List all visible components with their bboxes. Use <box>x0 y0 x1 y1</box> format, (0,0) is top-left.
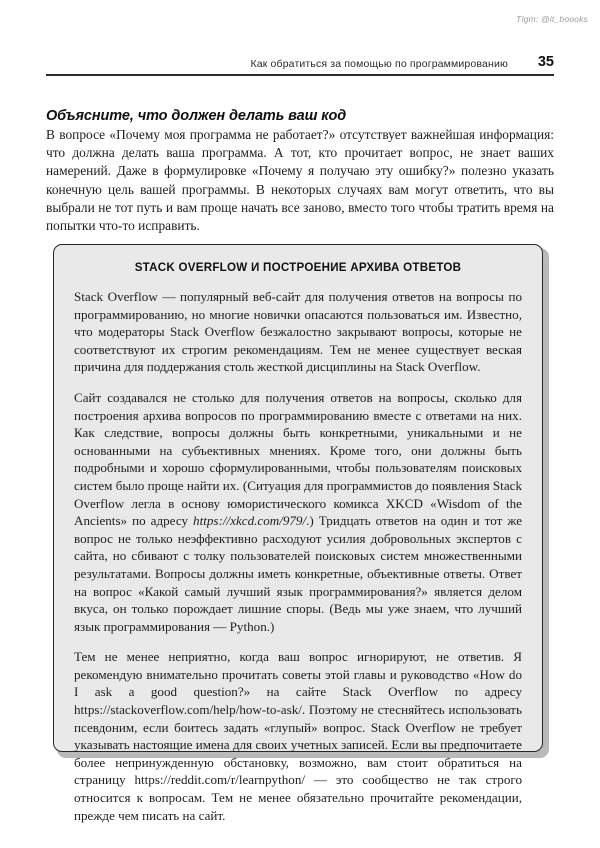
callout-paragraph <box>74 648 522 824</box>
running-header-title: Как обратиться за помощью по программированию <box>250 58 508 70</box>
text-run: .) Тридцать ответов на один и тот же вопрос не только неэффективно расходуют усилия добровольных экспертов с сайта, но сбивают с толку пользователей поисковых систем множественными результатами. Вопросы должны иметь конкретные, объективные ответы. Ответ на вопрос «Какой самый лучший язык программирования?» является делом вкуса, он только порождает лишние споры. (Ведь мы уже знаем, что лучший язык программирования — Python.) <box>74 513 523 634</box>
callout-paragraph <box>74 389 522 635</box>
callout-body-text <box>74 288 522 824</box>
callout-title: STACK OVERFLOW И ПОСТРОЕНИЕ АРХИВА ОТВЕТОВ <box>134 261 462 274</box>
intro-body-text <box>46 126 554 235</box>
section-heading: Объясните, что должен делать ваш код <box>46 108 347 125</box>
watermark-text: Tlgm: @it_boooks <box>516 14 588 24</box>
inline-url: https://xkcd.com/979/ <box>193 513 307 529</box>
page-number: 35 <box>537 54 554 70</box>
callout-paragraph <box>74 288 522 376</box>
running-header <box>46 48 554 70</box>
text-run: Stack Overflow — популярный веб-сайт для получения ответов на вопросы по программированию, но многие новички опасаются пользоваться им. Известно, что модераторы Stack Overflow безжалостно закрывают вопросы, которые не соответствуют их строгим рекомендациям. Тем не менее существует веская причина для поддержания столь жесткой дисциплины на Stack Overflow. <box>74 289 522 375</box>
text-run: Тем не менее неприятно, когда ваш вопрос игнорируют, не ответив. Я рекомендую внимательно прочитать советы этой главы и руководство «How do I ask a good question?» на сайте Stack Overflow по адресу https://stackoverflow.com/help/how-to-ask/. Поэтому не стесняйтесь использовать псевдоним, если боитесь задать «глупый» вопрос. Stack Overflow не требует указывать настоящие имена для своих учетных записей. Если вы предпочитаете более непринужденную обстановку, возможно, вам стоит обратиться на страницу https://reddit.com/r/learnpython/ — это сообщество не так строго относится к вопросам. Тем не менее обязательно прочитайте рекомендации, прежде чем писать на сайт. <box>74 649 522 823</box>
callout-box <box>53 244 543 823</box>
header-divider-rule <box>46 74 554 76</box>
text-run: Сайт создавался не столько для получения ответов на вопросы, сколько для построения архива вопросов по программированию вместе с ответами на них. Как следствие, вопросы должны быть конкретными, уникальными и не основанными на субъективных мнениях. Кроме того, они должны быть подробными и хорошо сформулированными, чтобы пользователям поисковых систем было проще найти их. (Ситуация для программистов до появления Stack Overflow легла в основу юмористического комикса XKCD «Wisdom of the Ancients» по адресу <box>74 389 522 529</box>
intro-paragraph: В вопросе «Почему моя программа не работает?» отсутствует важнейшая информация: что должна делать ваша программа. А тот, кто прочитает вопрос, не знает ваших намерений. Даже в формулировке «Почему я получаю эту ошибку?» полезно указать конечную цель вашей программы. В некоторых случаях вам могут ответить, что вы выбрали не тот путь и вам проще начать все заново, вместо того чтобы тратить время на попытки что-то исправить. <box>46 127 554 234</box>
